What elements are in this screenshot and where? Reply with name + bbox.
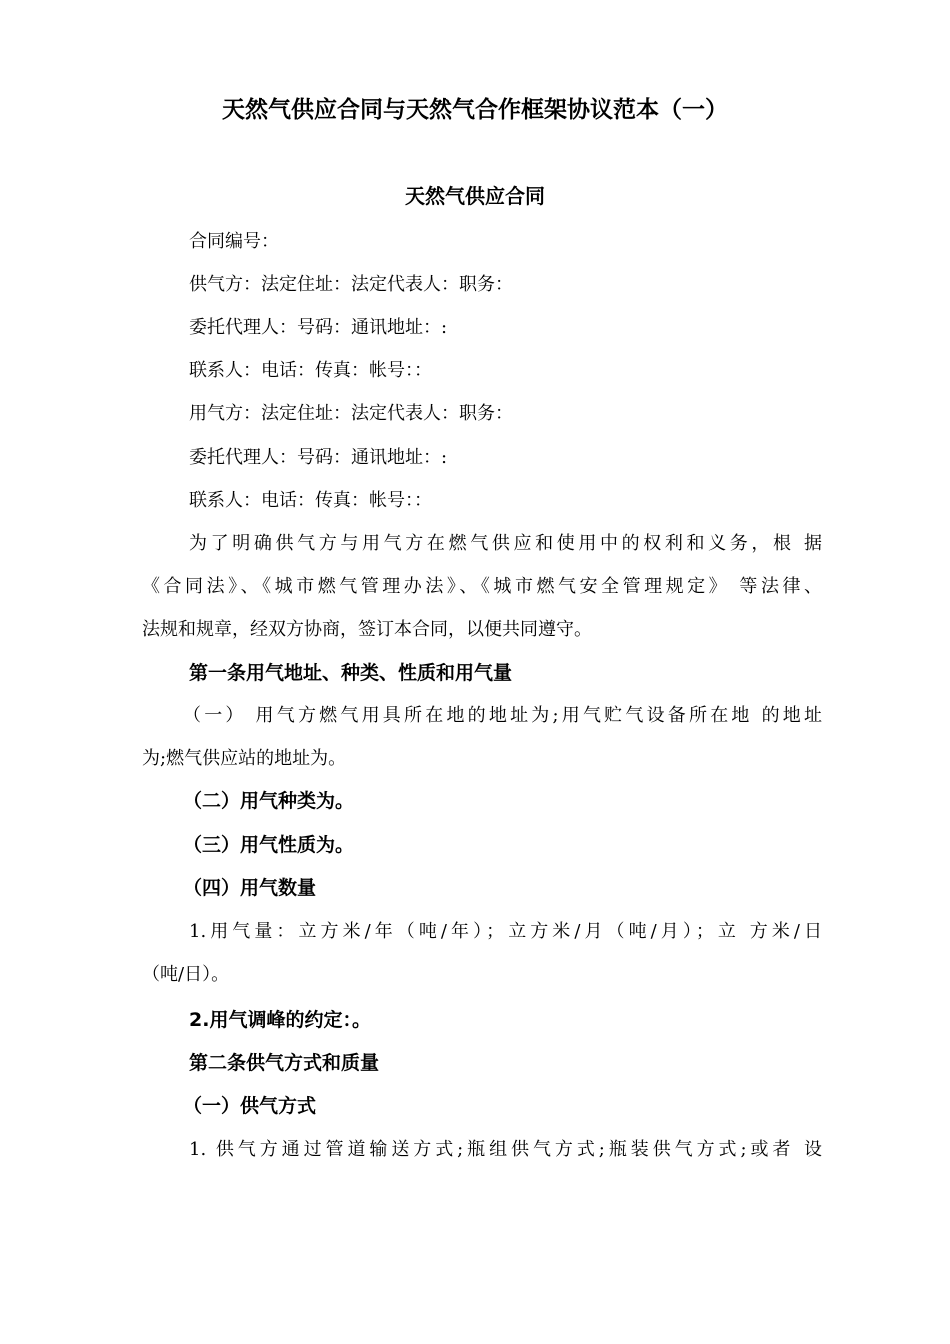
preamble-line-2: 《合同法》、《城市燃气管理办法》、《城市燃气安全管理规定》 等法律、 xyxy=(142,576,822,597)
document-title: 天然气供应合同与天然气合作框架协议范本（一） xyxy=(222,97,728,123)
user-line: 用气方：法定住址：法定代表人：职务： xyxy=(189,403,513,424)
article-1-item-3: （三）用气性质为。 xyxy=(183,834,355,856)
usage-item-2: 2.用气调峰的约定：。 xyxy=(189,1009,371,1031)
article-2-heading: 第二条供气方式和质量 xyxy=(189,1052,380,1074)
article-1-item-1-line-1: （一） 用气方燃气用具所在地的地址为;用气贮气设备所在地 的地址 xyxy=(183,705,822,726)
preamble-line-3: 法规和规章，经双方协商，签订本合同，以便共同遵守。 xyxy=(142,619,592,640)
supplier-contact-line: 联系人：电话：传真：帐号：： xyxy=(189,360,432,381)
supplier-agent-line: 委托代理人：号码：通讯地址：: xyxy=(189,317,448,338)
supplier-line: 供气方：法定住址：法定代表人：职务： xyxy=(189,274,513,295)
contract-number-line: 合同编号： xyxy=(189,231,279,252)
user-agent-line: 委托代理人：号码：通讯地址：: xyxy=(189,447,448,468)
article-1-item-1-line-2: 为;燃气供应站的地址为。 xyxy=(142,748,347,769)
contract-title: 天然气供应合同 xyxy=(405,184,545,208)
supply-item-1-line-1: 1. 供气方通过管道输送方式;瓶组供气方式;瓶装供气方式;或者 设 xyxy=(189,1139,822,1160)
article-1-item-4: （四）用气数量 xyxy=(183,877,317,899)
usage-item-1-line-1: 1.用气量：立方米/年（吨/年）；立方米/月（吨/月）；立 方米/日 xyxy=(189,921,822,942)
usage-item-1-line-2: （吨/日）。 xyxy=(142,964,230,985)
article-2-item-1: （一）供气方式 xyxy=(183,1095,317,1117)
article-1-item-2: （二）用气种类为。 xyxy=(183,790,355,812)
preamble-line-1: 为了明确供气方与用气方在燃气供应和使用中的权利和义务，根 据 xyxy=(189,533,822,554)
user-contact-line: 联系人：电话：传真：帐号：： xyxy=(189,490,432,511)
article-1-heading: 第一条用气地址、种类、性质和用气量 xyxy=(189,662,513,684)
